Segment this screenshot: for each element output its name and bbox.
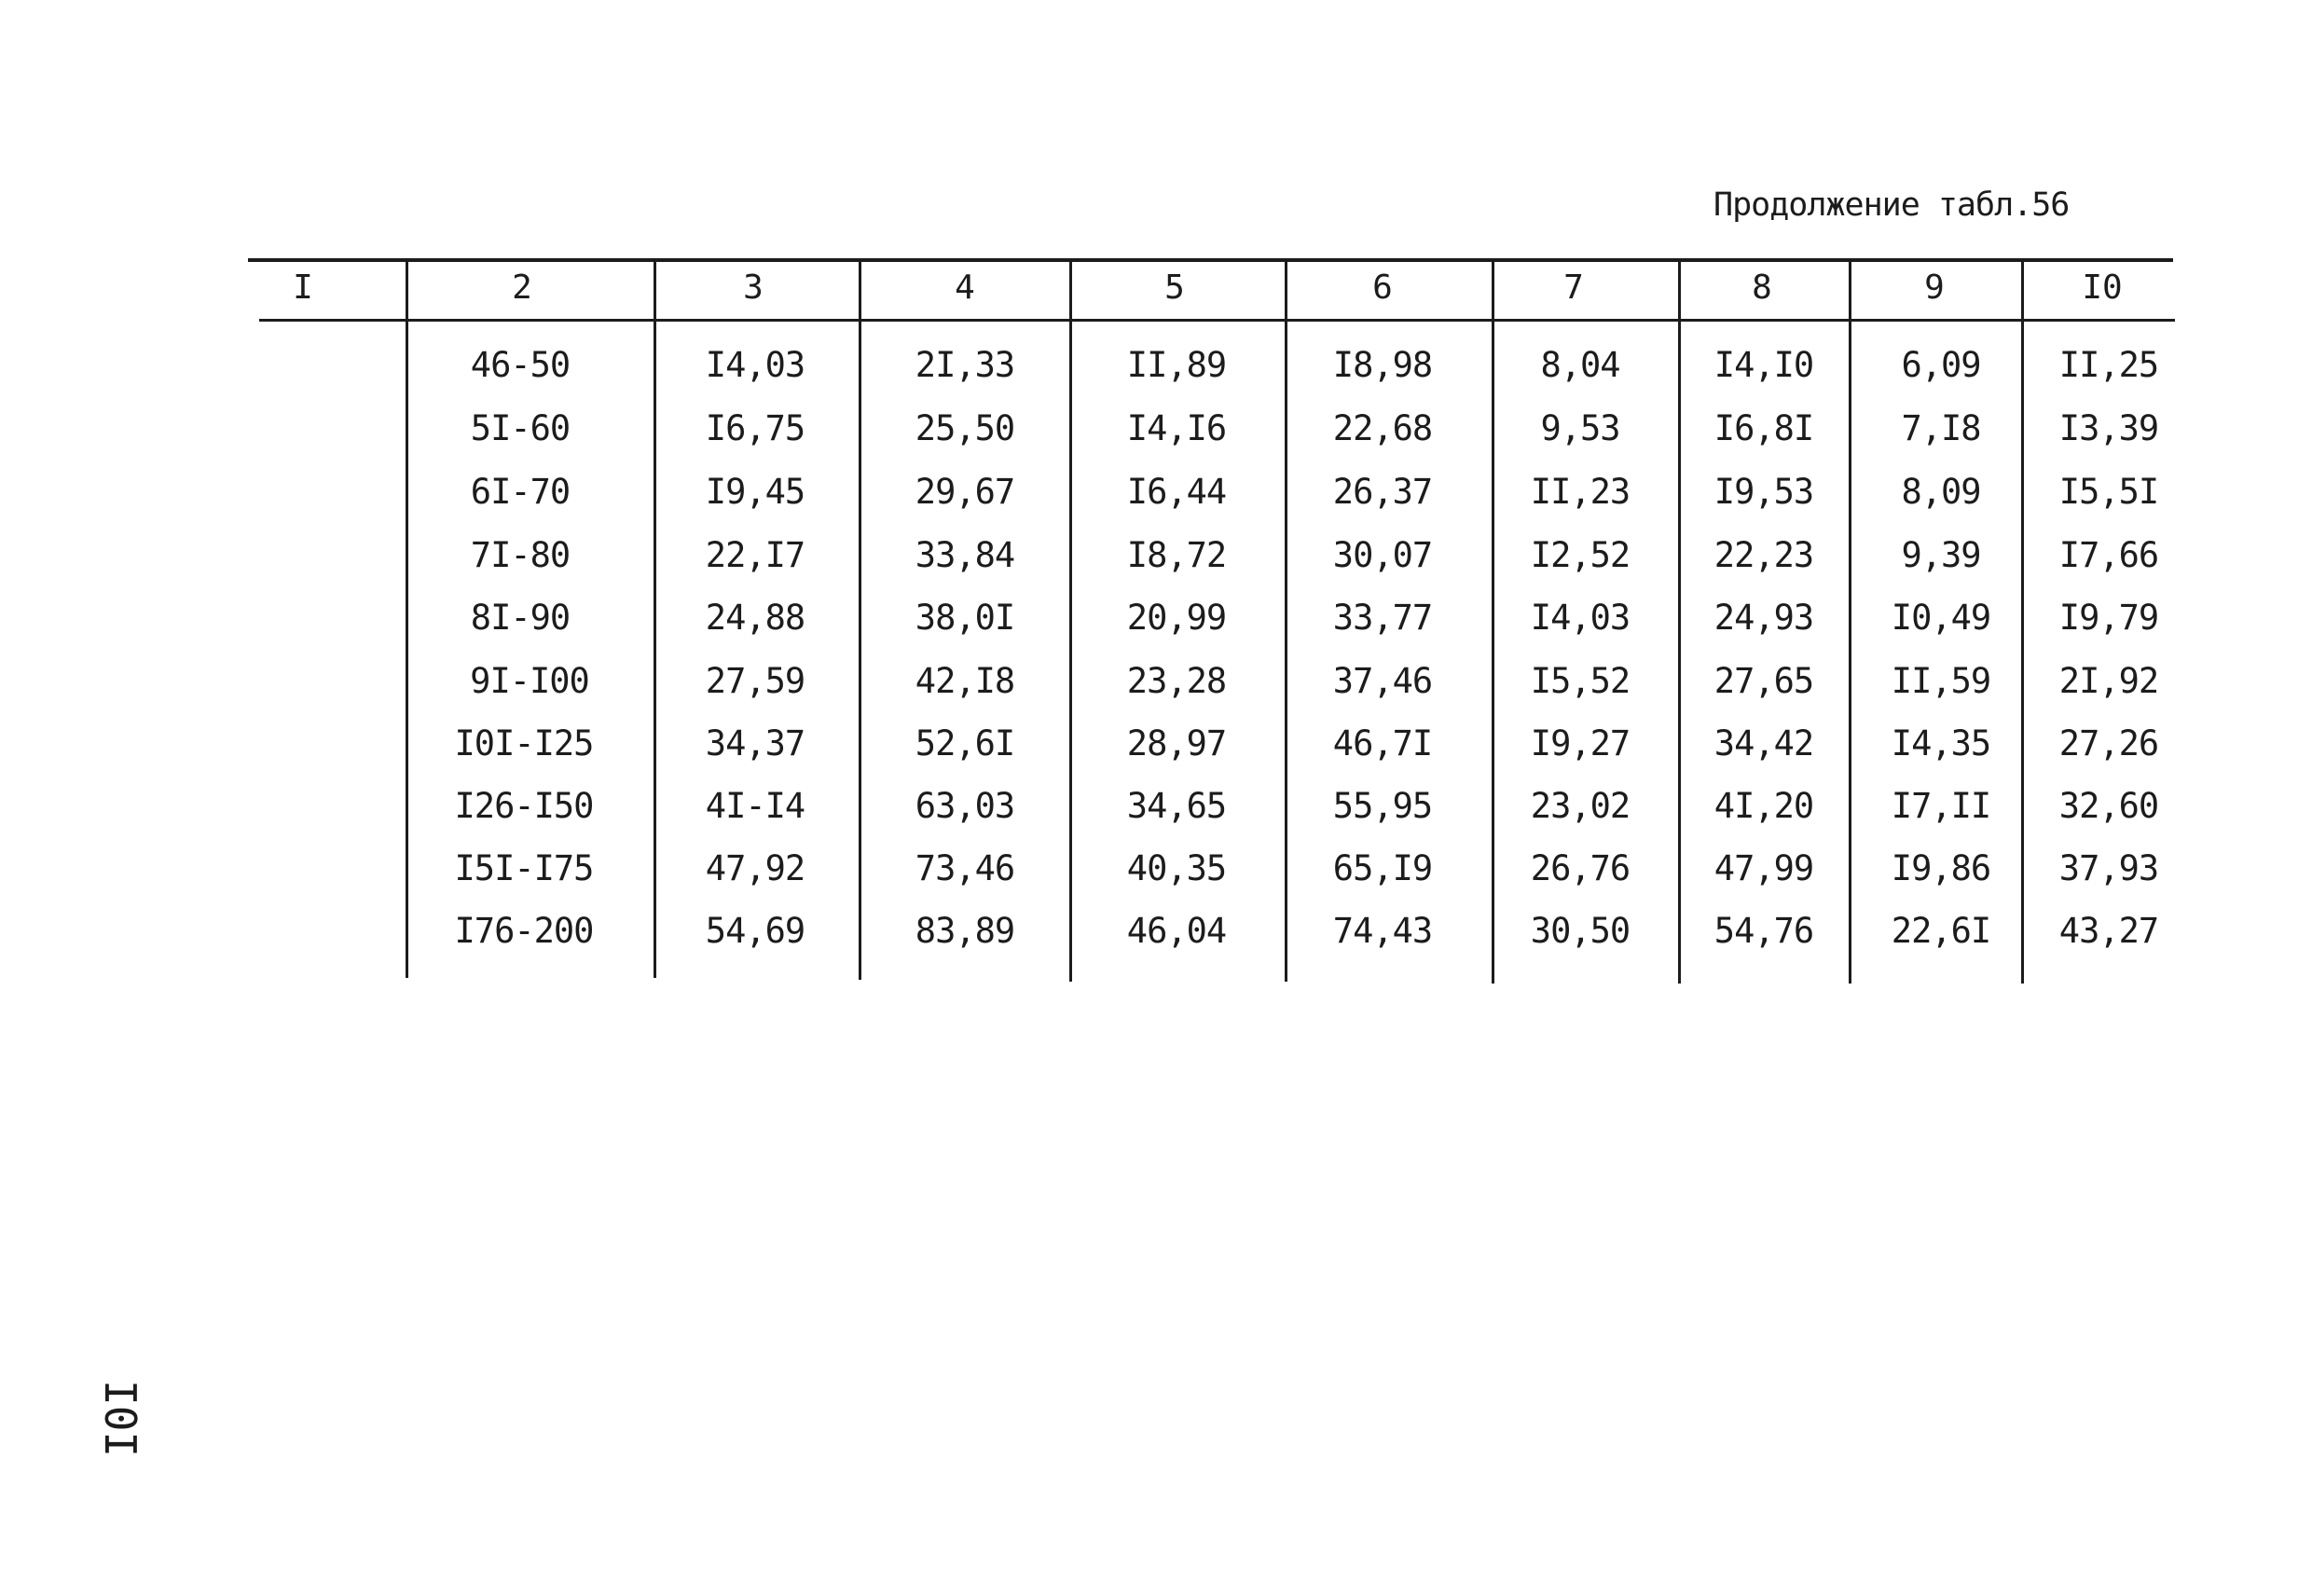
column-divider bbox=[406, 260, 408, 978]
column-header: 7 bbox=[1563, 268, 1584, 307]
column-header: 2 bbox=[512, 268, 532, 307]
table-cell: 4I,20 bbox=[1713, 786, 1814, 826]
table-cell: 25,50 bbox=[915, 408, 1015, 448]
table-cell: I9,53 bbox=[1713, 472, 1814, 512]
column-divider bbox=[1069, 260, 1072, 982]
table-header-rule bbox=[259, 319, 2175, 322]
column-divider bbox=[1849, 260, 1851, 984]
column-header: 9 bbox=[1924, 268, 1945, 307]
table-cell: I4,03 bbox=[1530, 598, 1631, 638]
column-header: 5 bbox=[1164, 268, 1185, 307]
table-cell: 22,I7 bbox=[705, 535, 805, 575]
table-cell: I9,79 bbox=[2058, 598, 2159, 638]
table-cell: 5I-60 bbox=[470, 408, 571, 448]
table-cell: I0I-I25 bbox=[454, 723, 594, 764]
column-header: 6 bbox=[1372, 268, 1393, 307]
table-cell: 8,09 bbox=[1901, 472, 1981, 512]
column-header: 8 bbox=[1752, 268, 1772, 307]
table-cell: 37,93 bbox=[2058, 848, 2159, 888]
table-cell: 47,99 bbox=[1713, 848, 1814, 888]
column-header: I0 bbox=[2082, 268, 2123, 307]
table-cell: 27,65 bbox=[1713, 661, 1814, 701]
table-cell: 23,02 bbox=[1530, 786, 1631, 826]
table-cell: 46-50 bbox=[470, 345, 571, 385]
table-cell: I4,I0 bbox=[1713, 345, 1814, 385]
table-cell: 22,68 bbox=[1332, 408, 1433, 448]
page-number: I0I bbox=[95, 1380, 145, 1458]
table-cell: I76-200 bbox=[454, 911, 594, 951]
table-cell: 34,37 bbox=[705, 723, 805, 764]
table-caption: Продолжение табл.56 bbox=[1713, 186, 2070, 224]
table-cell: 8I-90 bbox=[470, 598, 571, 638]
table-cell: I5,52 bbox=[1530, 661, 1631, 701]
table-cell: I4,I6 bbox=[1126, 408, 1227, 448]
table-cell: 33,84 bbox=[915, 535, 1015, 575]
table-cell: 9I-I00 bbox=[470, 661, 589, 701]
table-cell: I5,5I bbox=[2058, 472, 2159, 512]
table-cell: 34,42 bbox=[1713, 723, 1814, 764]
table-cell: I9,86 bbox=[1891, 848, 1991, 888]
table-cell: 74,43 bbox=[1332, 911, 1433, 951]
table-cell: I8,72 bbox=[1126, 535, 1227, 575]
table-cell: 40,35 bbox=[1126, 848, 1227, 888]
table-cell: 55,95 bbox=[1332, 786, 1433, 826]
table-cell: 2I,33 bbox=[915, 345, 1015, 385]
table-cell: I7,66 bbox=[2058, 535, 2159, 575]
table-cell: 6I-70 bbox=[470, 472, 571, 512]
column-header: 3 bbox=[743, 268, 764, 307]
column-header: 4 bbox=[955, 268, 975, 307]
table-cell: 37,46 bbox=[1332, 661, 1433, 701]
table-cell: I6,8I bbox=[1713, 408, 1814, 448]
table-cell: 22,23 bbox=[1713, 535, 1814, 575]
table-cell: I9,45 bbox=[705, 472, 805, 512]
table-cell: 9,53 bbox=[1540, 408, 1620, 448]
table-cell: 32,60 bbox=[2058, 786, 2159, 826]
table-cell: I8,98 bbox=[1332, 345, 1433, 385]
table-cell: 8,04 bbox=[1540, 345, 1620, 385]
column-divider bbox=[1492, 260, 1494, 984]
column-divider bbox=[859, 260, 861, 980]
column-divider bbox=[2021, 260, 2024, 984]
table-cell: II,25 bbox=[2058, 345, 2159, 385]
table-cell: 42,I8 bbox=[915, 661, 1015, 701]
table-cell: 7,I8 bbox=[1901, 408, 1981, 448]
table-cell: I2,52 bbox=[1530, 535, 1631, 575]
table-cell: 54,69 bbox=[705, 911, 805, 951]
table-cell: 9,39 bbox=[1901, 535, 1981, 575]
table-cell: II,23 bbox=[1530, 472, 1631, 512]
table-cell: I6,75 bbox=[705, 408, 805, 448]
table-cell: 7I-80 bbox=[470, 535, 571, 575]
table-cell: I26-I50 bbox=[454, 786, 594, 826]
table-cell: 43,27 bbox=[2058, 911, 2159, 951]
table-cell: 28,97 bbox=[1126, 723, 1227, 764]
table-cell: 30,07 bbox=[1332, 535, 1433, 575]
column-divider bbox=[654, 260, 656, 978]
table-cell: 54,76 bbox=[1713, 911, 1814, 951]
table-cell: I7,II bbox=[1891, 786, 1991, 826]
table-cell: 22,6I bbox=[1891, 911, 1991, 951]
table-cell: II,59 bbox=[1891, 661, 1991, 701]
table-cell: 65,I9 bbox=[1332, 848, 1433, 888]
table-cell: 29,67 bbox=[915, 472, 1015, 512]
table-cell: 4I-I4 bbox=[705, 786, 805, 826]
table-cell: 26,76 bbox=[1530, 848, 1631, 888]
column-divider bbox=[1678, 260, 1681, 984]
table-cell: 26,37 bbox=[1332, 472, 1433, 512]
table-cell: I3,39 bbox=[2058, 408, 2159, 448]
table-top-rule bbox=[248, 258, 2173, 262]
table-cell: 2I,92 bbox=[2058, 661, 2159, 701]
table-cell: 46,7I bbox=[1332, 723, 1433, 764]
table-cell: 38,0I bbox=[915, 598, 1015, 638]
table-cell: 23,28 bbox=[1126, 661, 1227, 701]
table-cell: 27,59 bbox=[705, 661, 805, 701]
table-cell: 46,04 bbox=[1126, 911, 1227, 951]
table-cell: 73,46 bbox=[915, 848, 1015, 888]
table-cell: 34,65 bbox=[1126, 786, 1227, 826]
table-cell: 30,50 bbox=[1530, 911, 1631, 951]
table-cell: 47,92 bbox=[705, 848, 805, 888]
table-cell: 63,03 bbox=[915, 786, 1015, 826]
table-cell: 33,77 bbox=[1332, 598, 1433, 638]
column-divider bbox=[1285, 260, 1287, 982]
column-header: I bbox=[293, 268, 313, 307]
table-cell: 24,88 bbox=[705, 598, 805, 638]
table-cell: 24,93 bbox=[1713, 598, 1814, 638]
table-cell: 20,99 bbox=[1126, 598, 1227, 638]
table-cell: I4,35 bbox=[1891, 723, 1991, 764]
table-cell: 27,26 bbox=[2058, 723, 2159, 764]
table-cell: I4,03 bbox=[705, 345, 805, 385]
table-cell: I5I-I75 bbox=[454, 848, 594, 888]
table-cell: 83,89 bbox=[915, 911, 1015, 951]
table-cell: II,89 bbox=[1126, 345, 1227, 385]
table-cell: I6,44 bbox=[1126, 472, 1227, 512]
table-cell: I9,27 bbox=[1530, 723, 1631, 764]
table-cell: 6,09 bbox=[1901, 345, 1981, 385]
table-cell: I0,49 bbox=[1891, 598, 1991, 638]
table-cell: 52,6I bbox=[915, 723, 1015, 764]
